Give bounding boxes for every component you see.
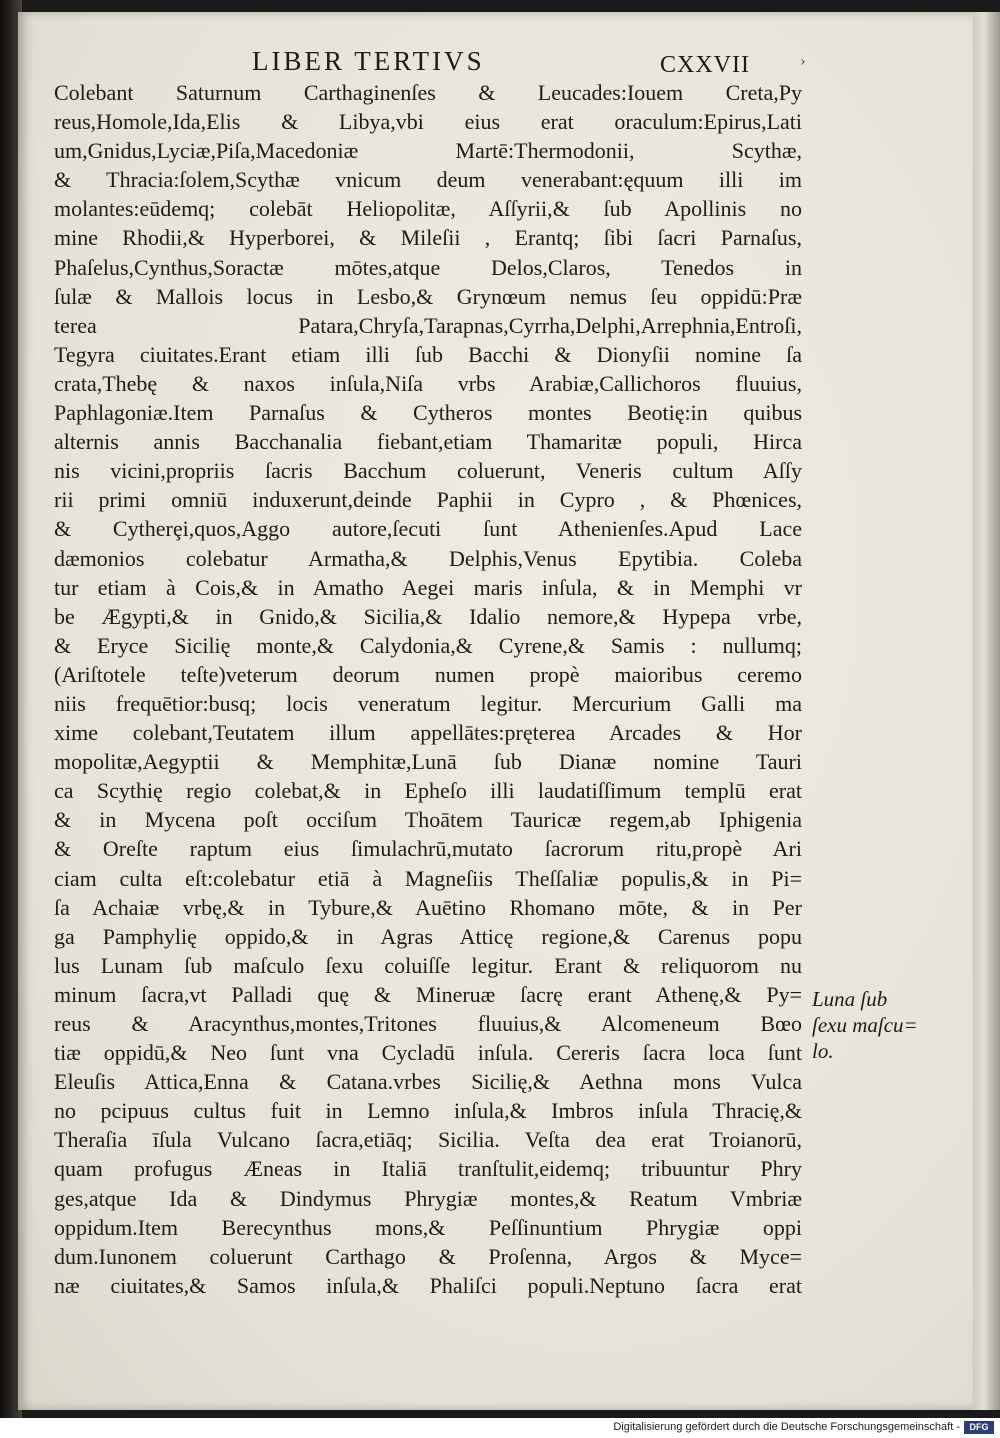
- text-line: tiæ oppidū,& Neo ſunt vna Cycladū inſula. Cereris ſacra loca ſunt: [54, 1040, 802, 1066]
- text-line: lus Lunam ſub maſculo ſexu coluiſſe legitur. Erant & reliquorom nu: [54, 952, 802, 978]
- text-line: oppidum.Item Berecynthus mons,& Peſſinuntium Phrygiæ oppi: [54, 1214, 802, 1240]
- text-line: nis vicini,propriis ſacris Bacchum coluerunt, Veneris cultum Aſſy: [54, 458, 802, 484]
- text-line: dæmonios colebatur Armatha,& Delphis,Venus Epytibia. Coleba: [54, 545, 802, 571]
- digitization-credit: Digitalisierung gefördert durch die Deutsche Forschungsgemeinschaft -: [613, 1421, 960, 1433]
- text-line: ſa Achaiæ vrbę,& in Tybure,& Auētino Rhomano mōte, & in Per: [54, 894, 802, 920]
- folio-number: CXXVII: [660, 52, 750, 78]
- text-line: Tegyra ciuitates.Erant etiam illi ſub Bacchi & Dionyſii nomine ſa: [54, 341, 802, 367]
- text-line: rii primi omniū induxerunt,deinde Paphii in Cypro , & Phœnices,: [54, 487, 802, 513]
- text-line: crata,Thebę & naxos inſula,Niſa vrbs Arabiæ,Callichoros fluuius,: [54, 370, 802, 396]
- text-line: niis frequētior:busq; locis veneratum legitur. Mercurium Galli ma: [54, 690, 802, 716]
- text-line: Paphlagoniæ.Item Parnaſus & Cytheros montes Beotię:in quibus: [54, 400, 802, 426]
- running-title: LIBER TERTIVS: [252, 46, 485, 76]
- text-line: (Ariſtotele teſte)veterum deorum numen propè maioribus ceremo: [54, 661, 802, 687]
- ink-speck: ›: [800, 54, 806, 70]
- body-text: [54, 78, 802, 1300]
- text-line: Theraſia īſula Vulcano ſacra,etiāq; Sicilia. Veſta dea erat Troianorū,: [54, 1127, 802, 1153]
- page-edge: [973, 12, 1000, 1410]
- text-line: & in Mycena poſt occiſum Thoātem Tauricæ regem,ab Iphigenia: [54, 807, 802, 833]
- text-line: ca Scythię regio colebat,& in Epheſo illi laudatiſſimum templū erat: [54, 778, 802, 804]
- text-line: ges,atque Ida & Dindymus Phrygiæ montes,& Reatum Vmbriæ: [54, 1185, 802, 1211]
- margin-note-line: ſexu maſcu=: [812, 1013, 918, 1037]
- text-line: & Oreſte raptum eius ſimulachrū,mutato ſacrorum ritu,propè Ari: [54, 836, 802, 862]
- text-line: um,Gnidus,Lyciæ,Piſa,Macedoniæ Martē:Thermodonii, Scythæ,: [54, 138, 802, 164]
- text-line: terea Patara,Chryſa,Tarapnas,Cyrrha,Delphi,Arrephnia,Entroſi,: [54, 312, 802, 338]
- text-line: alternis annis Bacchanalia fiebant,etiam Thamaritæ populi, Hirca: [54, 429, 802, 455]
- text-line: Eleuſis Attica,Enna & Catana.vrbes Sicilię,& Aethna mons Vulca: [54, 1069, 802, 1095]
- text-line: Colebant Saturnum Carthaginenſes & Leucades:Iouem Creta,Py: [54, 80, 802, 105]
- margin-note: [812, 986, 918, 1064]
- text-line: mine Rhodii,& Hyperborei, & Mileſii , Erantq; ſibi ſacri Parnaſus,: [54, 225, 802, 251]
- margin-note-line: Luna ſub: [812, 987, 888, 1011]
- text-line: næ ciuitates,& Samos inſula,& Phaliſci populi.Neptuno ſacra erat: [54, 1272, 802, 1298]
- text-line: be Ægypti,& in Gnido,& Sicilia,& Idalio nemore,& Hypepa vrbe,: [54, 603, 802, 629]
- dfg-logo: DFG: [964, 1421, 994, 1434]
- text-line: no pcipuus cultus fuit in Lemno inſula,& Imbros inſula Thracię,&: [54, 1098, 802, 1124]
- text-line: quam profugus Æneas in Italiā tranſtulit,eidemq; tribuuntur Phry: [54, 1156, 802, 1182]
- text-line: reus,Homole,Ida,Elis & Libya,vbi eius erat oraculum:Epirus,Lati: [54, 109, 802, 135]
- text-line: & Cytherȩi,quos,Aggo autore,ſecuti ſunt Athenienſes.Apud Lace: [54, 516, 802, 542]
- text-line: molantes:eūdemq; colebāt Heliopolitæ, Aſſyrii,& ſub Apollinis no: [54, 196, 802, 222]
- text-line: & Thracia:ſolem,Scythæ vnicum deum venerabant:ęquum illi im: [54, 167, 802, 193]
- text-line: ciam culta eſt:colebatur etiā à Magneſiis Theſſaliæ populis,& in Pi=: [54, 865, 802, 891]
- text-line: & Eryce Sicilię monte,& Calydonia,& Cyrene,& Samis : nullumq;: [54, 632, 802, 658]
- text-line: ſulæ & Mallois locus in Lesbo,& Grynœum nemus ſeu oppidū:Præ: [54, 283, 802, 309]
- text-line: reus & Aracynthus,montes,Tritones fluuius,& Alcomeneum Bœo: [54, 1011, 802, 1036]
- text-line: dum.Iunonem coluerunt Carthago & Proſenna, Argos & Myce=: [54, 1243, 802, 1269]
- text-line: mopolitæ,Aegyptii & Memphitæ,Lunā ſub Dianæ nomine Tauri: [54, 749, 802, 775]
- text-line: tur etiam à Cois,& in Amatho Aegei maris inſula, & in Memphi vr: [54, 574, 802, 600]
- margin-note-line: lo.: [812, 1039, 834, 1063]
- text-line: ga Pamphylię oppido,& in Agras Atticę regione,& Carenus popu: [54, 923, 802, 949]
- text-line: xime colebant,Teutatem illum appellātes:pręterea Arcades & Hor: [54, 720, 802, 746]
- text-line: Phaſelus,Cynthus,Soractæ mōtes,atque Delos,Claros, Tenedos in: [54, 254, 802, 280]
- text-line: minum ſacra,vt Palladi quę & Mineruæ ſacrę erant Athenę,& Py=: [54, 981, 802, 1007]
